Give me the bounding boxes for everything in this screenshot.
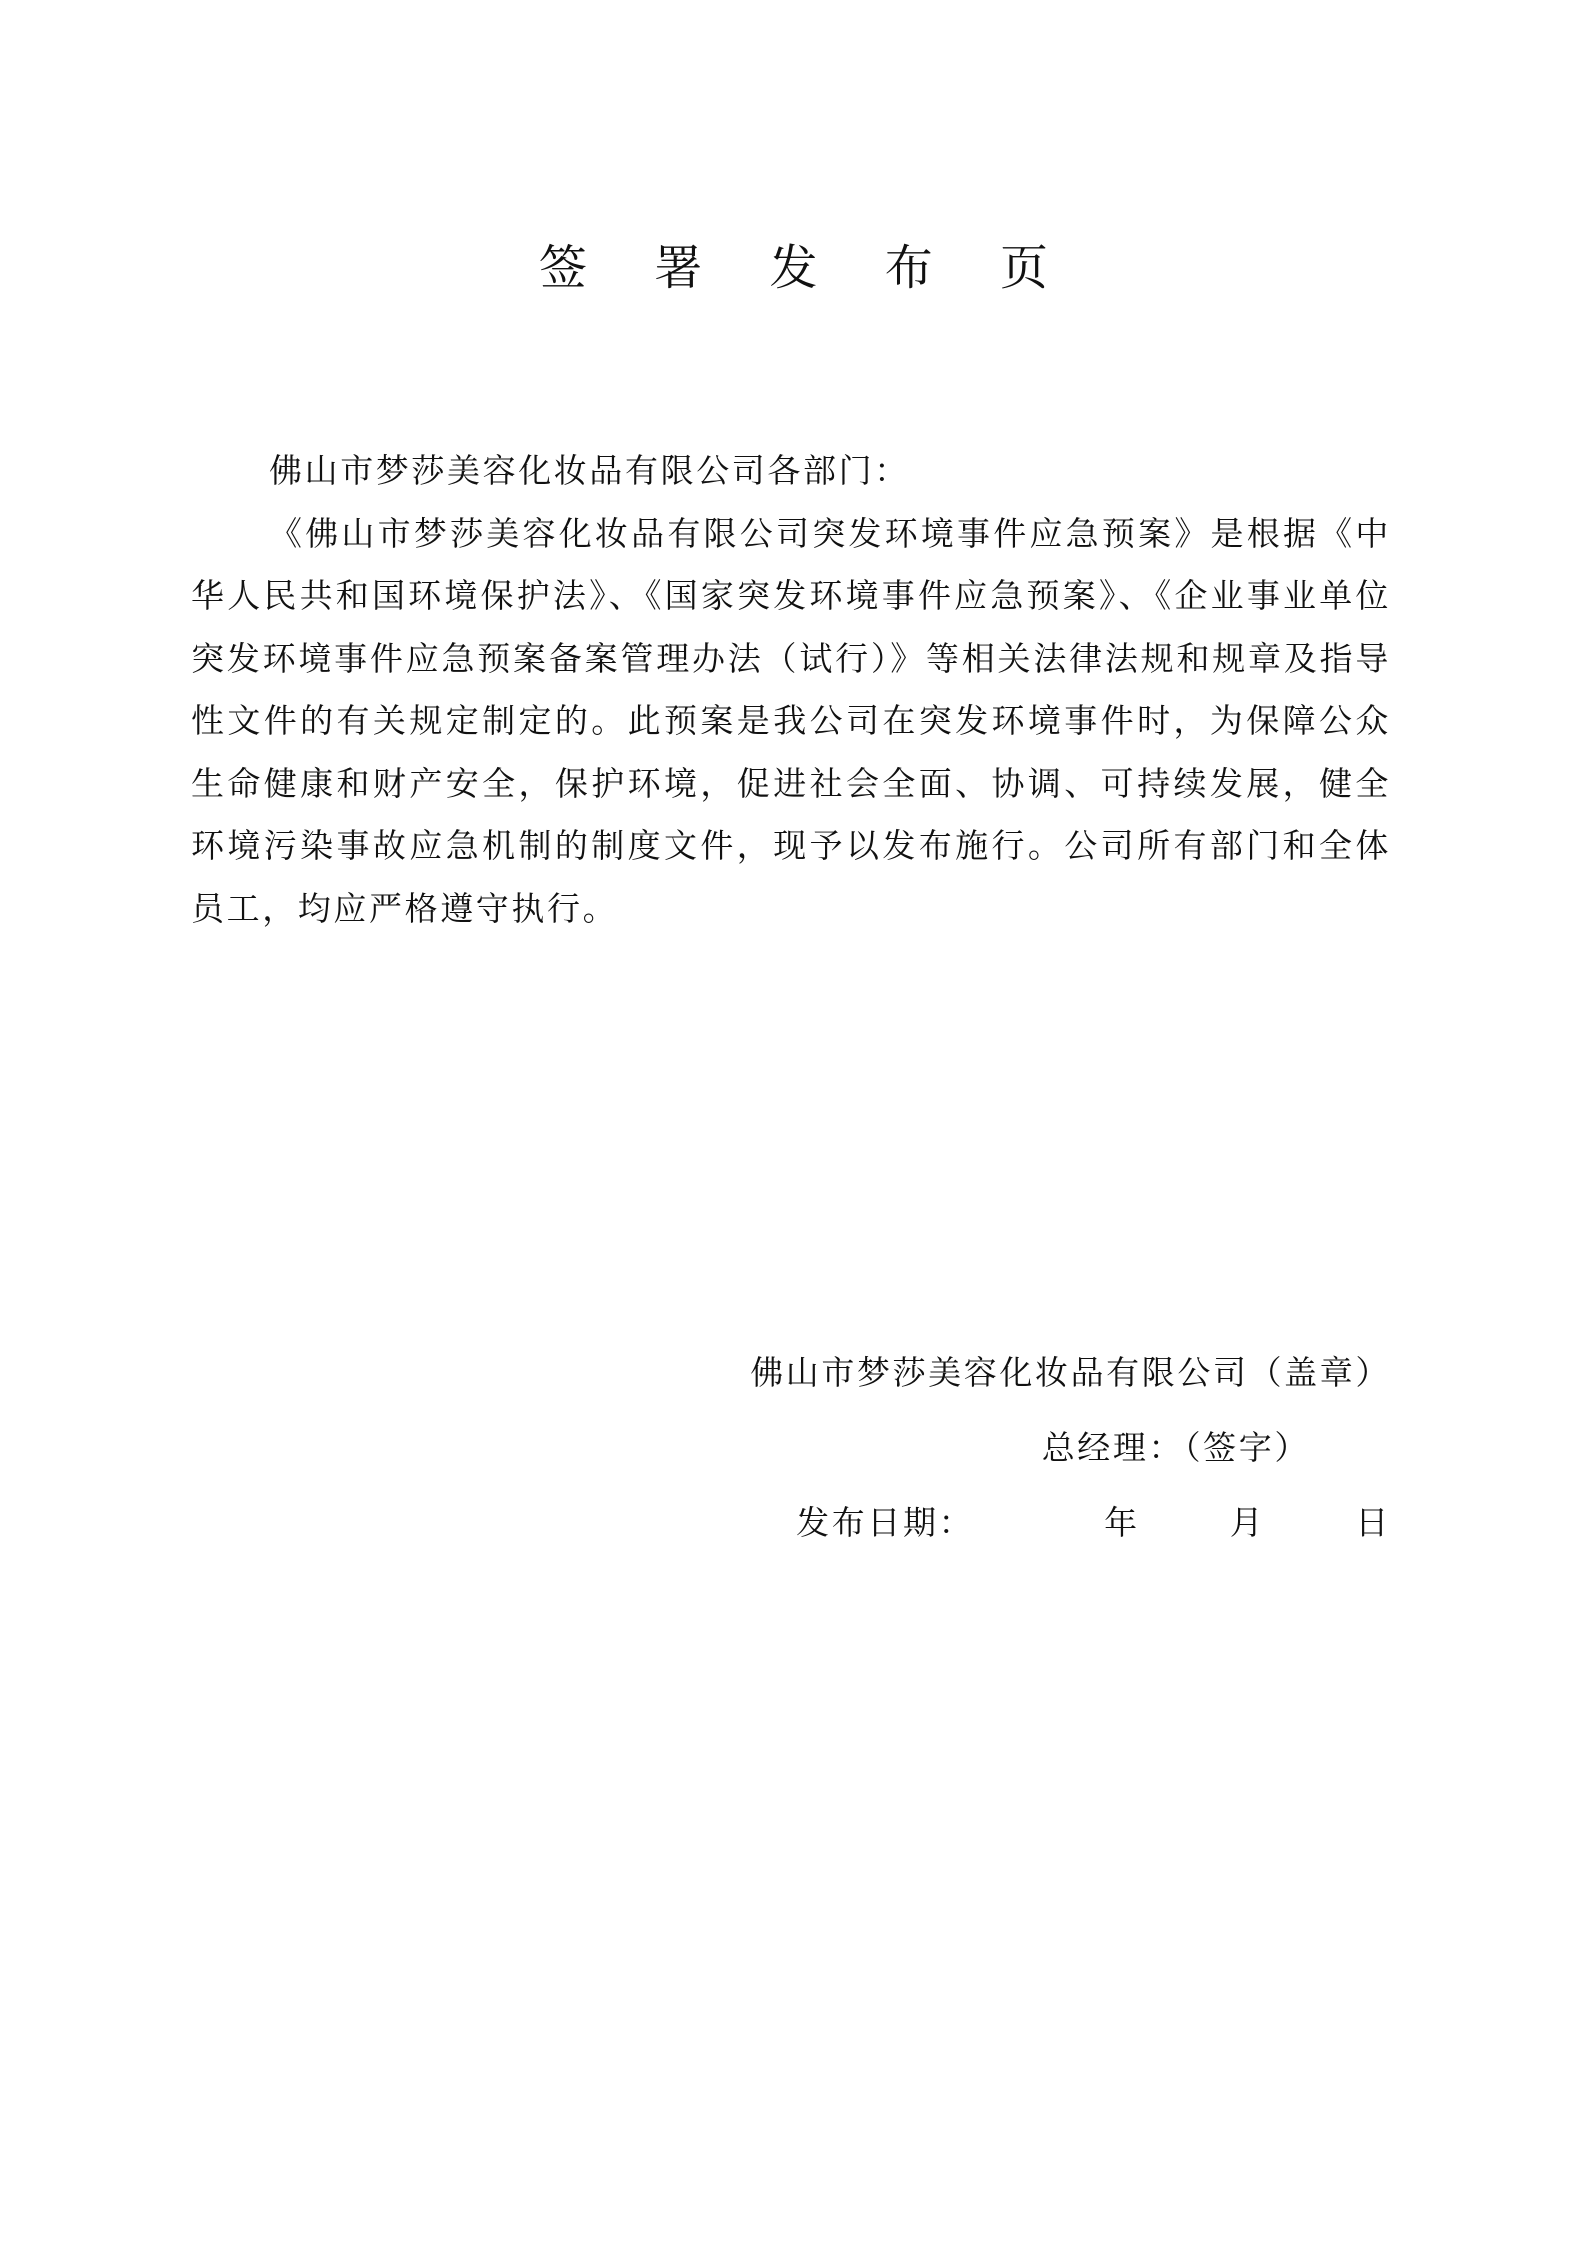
- date-year: 年: [1104, 1503, 1140, 1542]
- document-body: [191, 440, 1391, 940]
- date-month: 月: [1229, 1503, 1266, 1542]
- date-label: 发布日期：: [796, 1503, 975, 1542]
- signature-manager: 总经理：（签字）: [1041, 1428, 1310, 1467]
- date-day: 日: [1355, 1503, 1391, 1542]
- signature-company: 佛山市梦莎美容化妆品有限公司（盖章）: [750, 1353, 1391, 1392]
- body-paragraph: 《佛山市梦莎美容化妆品有限公司突发环境事件应急预案》是根据《中华人民共和国环境保护法》、《国家突发环境事件应急预案》、《企业事业单位突发环境事件应急预案备案管理办法（试行）》等相关法律法规和规章及指导性文件的有关规定制定的。此预案是我公司在突发环境事件时，为保障公众生命健康和财产安全，保护环境，促进社会全面、协调、可持续发展，健全环境污染事故应急机制的制度文件，现予以发布施行。公司所有部门和全体员工，均应严格遵守执行。: [191, 513, 1391, 928]
- page-title: 签 署 发 布 页: [538, 240, 1075, 296]
- signature-date: [796, 1503, 1391, 1543]
- salutation: 佛山市梦莎美容化妆品有限公司各部门：: [269, 451, 910, 490]
